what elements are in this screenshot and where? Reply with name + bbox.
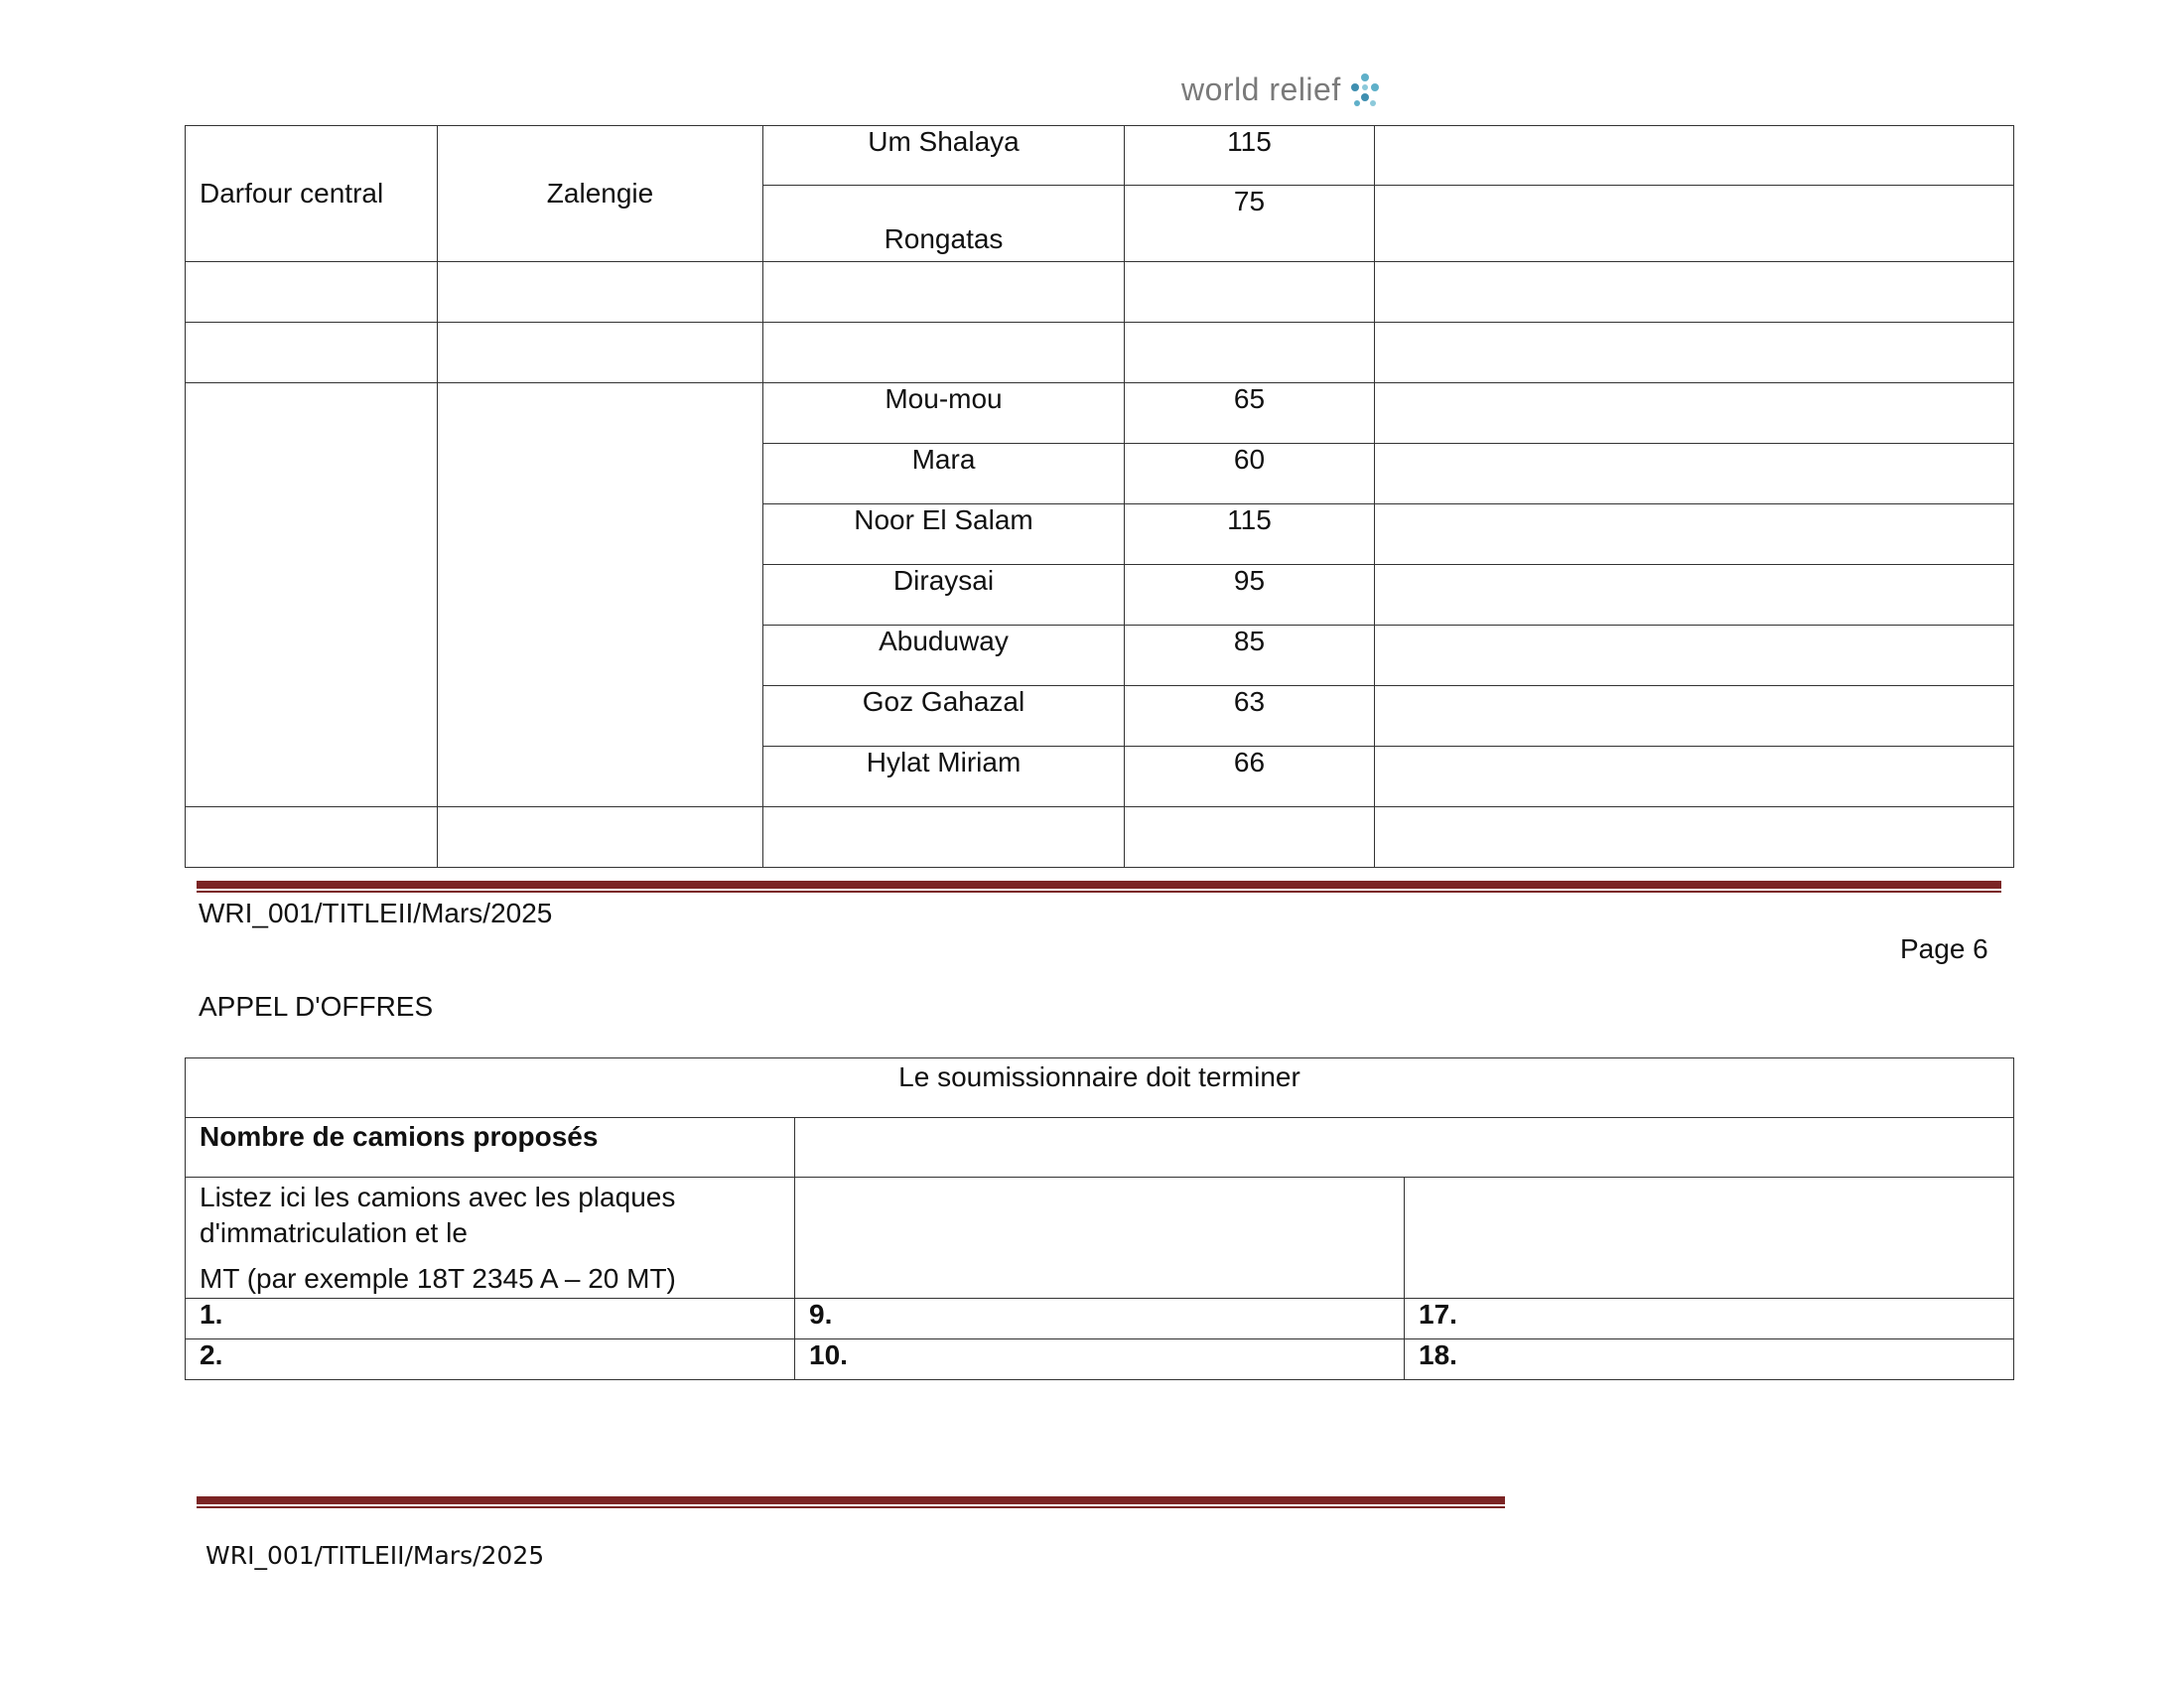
value-cell: 60	[1125, 444, 1375, 504]
truck-table-header: Le soumissionnaire doit terminer	[186, 1058, 2014, 1118]
empty-cell	[1375, 186, 2014, 262]
empty-row	[186, 807, 2014, 868]
world-relief-logo	[1181, 70, 1385, 109]
trucks-count-field[interactable]	[795, 1118, 2014, 1178]
empty-cell[interactable]	[795, 1178, 1405, 1299]
site-cell: Rongatas	[763, 186, 1125, 262]
bottom-footer-reference: WRI_001/TITLEII/Mars/2025	[205, 1541, 545, 1570]
value-cell: 115	[1125, 504, 1375, 565]
world-relief-emblem-icon	[1345, 70, 1385, 109]
site-cell: Mara	[763, 444, 1125, 504]
empty-cell	[1375, 383, 2014, 444]
instruction-line: MT (par exemple 18T 2345 A – 20 MT)	[200, 1263, 676, 1294]
site-cell: Hylat Miriam	[763, 747, 1125, 807]
trucks-label: Nombre de camions proposés	[186, 1118, 795, 1178]
truck-entry[interactable]: 17.	[1405, 1299, 2014, 1339]
region-cell: Darfour central	[186, 126, 438, 262]
empty-cell[interactable]	[1405, 1178, 2014, 1299]
value-cell: 66	[1125, 747, 1375, 807]
instructions-cell	[186, 1178, 795, 1299]
instruction-line: Listez ici les camions avec les plaques	[200, 1182, 676, 1212]
footer-reference: WRI_001/TITLEII/Mars/2025	[199, 898, 553, 928]
value-cell: 85	[1125, 626, 1375, 686]
empty-cell	[186, 383, 438, 807]
distribution-table	[185, 125, 2014, 868]
site-cell: Noor El Salam	[763, 504, 1125, 565]
site-cell: Mou-mou	[763, 383, 1125, 444]
empty-cell	[1375, 444, 2014, 504]
truck-table	[185, 1057, 2014, 1380]
empty-row	[186, 262, 2014, 323]
value-cell: 115	[1125, 126, 1375, 186]
empty-cell	[1375, 626, 2014, 686]
logo-text: world relief	[1181, 70, 1341, 107]
value-cell: 95	[1125, 565, 1375, 626]
site-cell: Um Shalaya	[763, 126, 1125, 186]
truck-entry[interactable]: 10.	[795, 1339, 1405, 1380]
bottom-footer-divider	[197, 1496, 1505, 1507]
empty-cell	[1375, 126, 2014, 186]
site-cell: Abuduway	[763, 626, 1125, 686]
site-cell: Diraysai	[763, 565, 1125, 626]
page-number: Page 6	[1900, 933, 1988, 964]
truck-entry[interactable]: 18.	[1405, 1339, 2014, 1380]
footer-divider	[197, 881, 2001, 892]
empty-cell	[1375, 747, 2014, 807]
truck-entry[interactable]: 1.	[186, 1299, 795, 1339]
empty-cell	[1375, 565, 2014, 626]
value-cell: 65	[1125, 383, 1375, 444]
empty-cell	[1375, 686, 2014, 747]
locality-cell: Zalengie	[438, 126, 763, 262]
empty-row	[186, 323, 2014, 383]
site-cell: Goz Gahazal	[763, 686, 1125, 747]
value-cell: 63	[1125, 686, 1375, 747]
truck-entry[interactable]: 2.	[186, 1339, 795, 1380]
section-title: APPEL D'OFFRES	[199, 991, 434, 1022]
empty-cell	[1375, 504, 2014, 565]
value-cell: 75	[1125, 186, 1375, 262]
empty-cell	[438, 383, 763, 807]
truck-entry[interactable]: 9.	[795, 1299, 1405, 1339]
instruction-line: d'immatriculation et le	[200, 1217, 468, 1248]
